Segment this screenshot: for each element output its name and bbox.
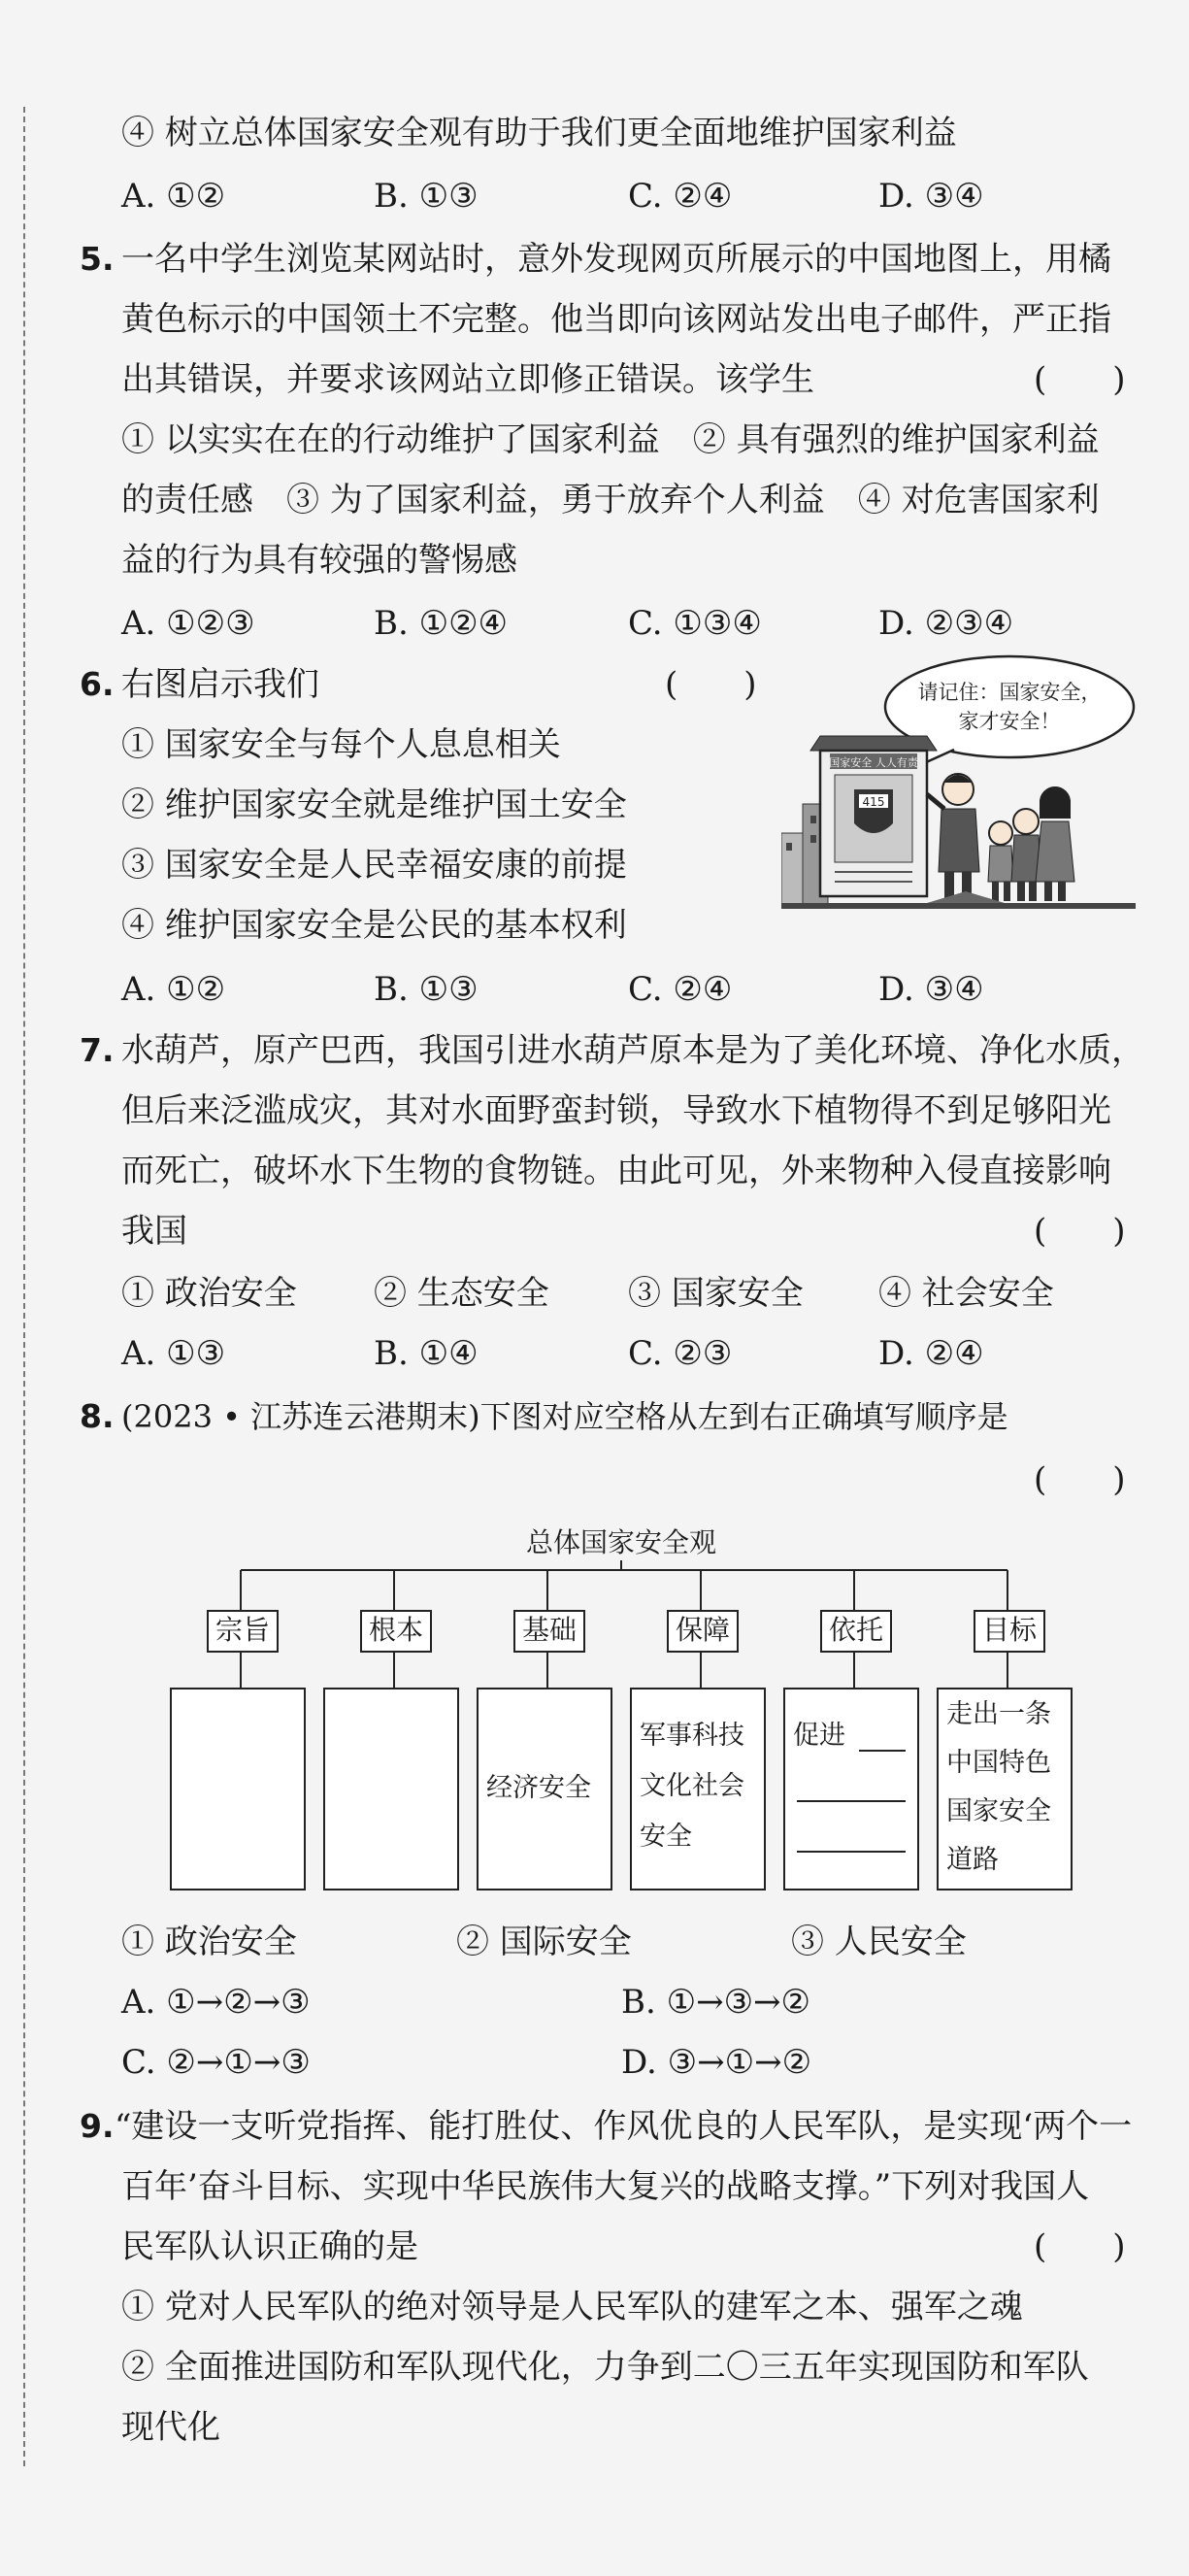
q5-stem-line3: 出其错误，并要求该网站立即修正错误。该学生 bbox=[121, 360, 814, 399]
q5-items-line2: 的责任感 ③ 为了国家利益，勇于放弃个人利益 ④ 对危害国家利 bbox=[121, 481, 1100, 519]
q6-item4: ④ 维护国家安全是公民的基本权利 bbox=[121, 906, 627, 945]
q7-item3: ③ 国家安全 bbox=[628, 1274, 804, 1313]
q4-option-a[interactable]: A. ①② bbox=[121, 177, 226, 216]
q7-item4: ④ 社会安全 bbox=[878, 1274, 1054, 1313]
box6-line1: 走出一条 bbox=[946, 1699, 1051, 1729]
q6-option-c[interactable]: C. ②④ bbox=[628, 970, 733, 1009]
q8-number: 8. bbox=[80, 1397, 115, 1435]
box6-line3: 国家安全 bbox=[946, 1796, 1051, 1826]
diagram-category-jichu: 基础 bbox=[513, 1610, 585, 1653]
q9-number: 9. bbox=[80, 2107, 115, 2145]
box5-fill-line-2[interactable] bbox=[797, 1800, 906, 1802]
q5-stem-line1: 一名中学生浏览某网站时，意外发现网页所展示的中国地图上，用橘 bbox=[121, 240, 1111, 279]
diagram-blank-box-1[interactable] bbox=[170, 1688, 306, 1890]
q7-number: 7. bbox=[80, 1031, 115, 1069]
q6-option-a[interactable]: A. ①② bbox=[121, 970, 226, 1009]
q7-stem-line1: 水葫芦，原产巴西，我国引进水葫芦原本是为了美化环境、净化水质， bbox=[121, 1031, 1144, 1070]
diagram-category-zongzhi: 宗旨 bbox=[207, 1610, 279, 1653]
box6-line2: 中国特色 bbox=[946, 1748, 1051, 1778]
q9-answer-blank[interactable]: ( ) bbox=[1034, 2227, 1126, 2266]
diagram-category-yituo: 依托 bbox=[820, 1610, 892, 1653]
diagram-category-genben: 根本 bbox=[360, 1610, 432, 1653]
q5-items-line1: ① 以实实在在的行动维护了国家利益 ② 具有强烈的维护国家利益 bbox=[121, 420, 1100, 459]
q8-option-c[interactable]: C. ②→①→③ bbox=[121, 2043, 311, 2082]
q7-option-c[interactable]: C. ②③ bbox=[628, 1334, 733, 1373]
q6-item1: ① 国家安全与每个人息息相关 bbox=[121, 725, 561, 764]
billboard-illustration bbox=[810, 736, 937, 896]
box5-fill-line-1[interactable] bbox=[859, 1750, 906, 1752]
q7-stem-line2: 但后来泛滥成灾，其对水面野蛮封锁，导致水下植物得不到足够阳光 bbox=[121, 1091, 1111, 1130]
q7-item1: ① 政治安全 bbox=[121, 1274, 297, 1313]
q7-item2: ② 生态安全 bbox=[374, 1274, 549, 1313]
q5-option-b[interactable]: B. ①②④ bbox=[374, 604, 509, 643]
q6-number: 6. bbox=[80, 665, 115, 703]
q7-answer-blank[interactable]: ( ) bbox=[1034, 1212, 1126, 1251]
q8-item1: ① 政治安全 bbox=[121, 1923, 297, 1961]
q5-option-c[interactable]: C. ①③④ bbox=[628, 604, 762, 643]
q8-option-d[interactable]: D. ③→①→② bbox=[621, 2043, 812, 2082]
q7-option-d[interactable]: D. ②④ bbox=[878, 1334, 984, 1373]
q8-option-a[interactable]: A. ①→②→③ bbox=[121, 1983, 311, 2022]
q6-option-b[interactable]: B. ①③ bbox=[374, 970, 479, 1009]
diagram-box-baozhang-content bbox=[630, 1688, 766, 1890]
q8-item2: ② 国际安全 bbox=[456, 1923, 632, 1961]
q6-stem: 右图启示我们 bbox=[121, 665, 319, 704]
diagram-category-mubiao: 目标 bbox=[974, 1610, 1045, 1653]
diagram-title: 总体国家安全观 bbox=[525, 1526, 716, 1558]
box4-line3: 安全 bbox=[640, 1822, 692, 1852]
billboard-sign: 国家安全 人人有责 bbox=[829, 756, 918, 769]
q9-stem-line3: 民军队认识正确的是 bbox=[121, 2227, 418, 2266]
diagram-box-yituo-content bbox=[783, 1688, 919, 1890]
q5-stem-line2: 黄色标示的中国领土不完整。他当即向该网站发出电子邮件，严正指 bbox=[121, 300, 1111, 339]
q8-option-b[interactable]: B. ①→③→② bbox=[621, 1983, 811, 2022]
q7-stem-line3: 而死亡，破坏水下生物的食物链。由此可见，外来物种入侵直接影响 bbox=[121, 1152, 1111, 1190]
q8-stem: (2023 • 江苏连云港期末)下图对应空格从左到右正确填写顺序是 bbox=[121, 1398, 1008, 1435]
q6-item2: ② 维护国家安全就是维护国土安全 bbox=[121, 786, 627, 824]
q7-stem-line4: 我国 bbox=[121, 1212, 187, 1251]
family-illustration bbox=[927, 774, 1074, 901]
box6-line4: 道路 bbox=[946, 1845, 999, 1875]
q5-answer-blank[interactable]: ( ) bbox=[1034, 360, 1126, 399]
q4-option-b[interactable]: B. ①③ bbox=[374, 177, 479, 216]
diagram-box-economic-security bbox=[477, 1688, 612, 1890]
q7-option-b[interactable]: B. ①④ bbox=[374, 1334, 479, 1373]
q5-option-d[interactable]: D. ②③④ bbox=[878, 604, 1014, 643]
q9-item1: ① 党对人民军队的绝对领导是人民军队的建军之本、强军之魂 bbox=[121, 2288, 1023, 2326]
q6-option-d[interactable]: D. ③④ bbox=[878, 970, 984, 1009]
q8-item3: ③ 人民安全 bbox=[791, 1923, 967, 1961]
national-security-diagram bbox=[155, 1510, 1087, 1898]
q4-option-d[interactable]: D. ③④ bbox=[878, 177, 984, 216]
q6-cartoon-figure bbox=[781, 649, 1136, 916]
q9-item2-line2: 现代化 bbox=[121, 2408, 220, 2447]
box5-text: 促进 bbox=[793, 1721, 845, 1751]
q5-items-line3: 益的行为具有较强的警惕感 bbox=[121, 541, 517, 580]
bubble-text-line1: 请记住：国家安全， bbox=[917, 681, 1102, 704]
q4-option-c[interactable]: C. ②④ bbox=[628, 177, 733, 216]
diagram-blank-box-2[interactable] bbox=[323, 1688, 459, 1890]
bubble-text-line2: 家才安全！ bbox=[958, 710, 1061, 733]
q9-stem-line2: 百年’奋斗目标、实现中华民族伟大复兴的战略支撑。”下列对我国人 bbox=[121, 2167, 1090, 2206]
q6-answer-blank[interactable]: ( ) bbox=[665, 665, 757, 704]
q5-number: 5. bbox=[80, 240, 115, 278]
q8-answer-blank[interactable]: ( ) bbox=[1034, 1460, 1126, 1499]
q7-option-a[interactable]: A. ①③ bbox=[121, 1334, 226, 1373]
q9-item2-line1: ② 全面推进国防和军队现代化，力争到二〇三五年实现国防和军队 bbox=[121, 2348, 1089, 2387]
box5-fill-line-3[interactable] bbox=[797, 1851, 906, 1853]
billboard-number: 415 bbox=[862, 795, 885, 809]
box-economic-security-text: 经济安全 bbox=[486, 1773, 591, 1803]
diagram-category-baozhang: 保障 bbox=[667, 1610, 739, 1653]
diagram-box-mubiao-content bbox=[937, 1688, 1073, 1890]
q6-item3: ③ 国家安全是人民幸福安康的前提 bbox=[121, 846, 627, 885]
box4-line2: 文化社会 bbox=[640, 1771, 744, 1801]
q5-option-a[interactable]: A. ①②③ bbox=[121, 604, 255, 643]
q4-item4: ④ 树立总体国家安全观有助于我们更全面地维护国家利益 bbox=[121, 114, 957, 152]
q9-stem-line1: “建设一支听党指挥、能打胜仗、作风优良的人民军队，是实现‘两个一 bbox=[115, 2107, 1133, 2146]
box4-line1: 军事科技 bbox=[640, 1721, 744, 1751]
